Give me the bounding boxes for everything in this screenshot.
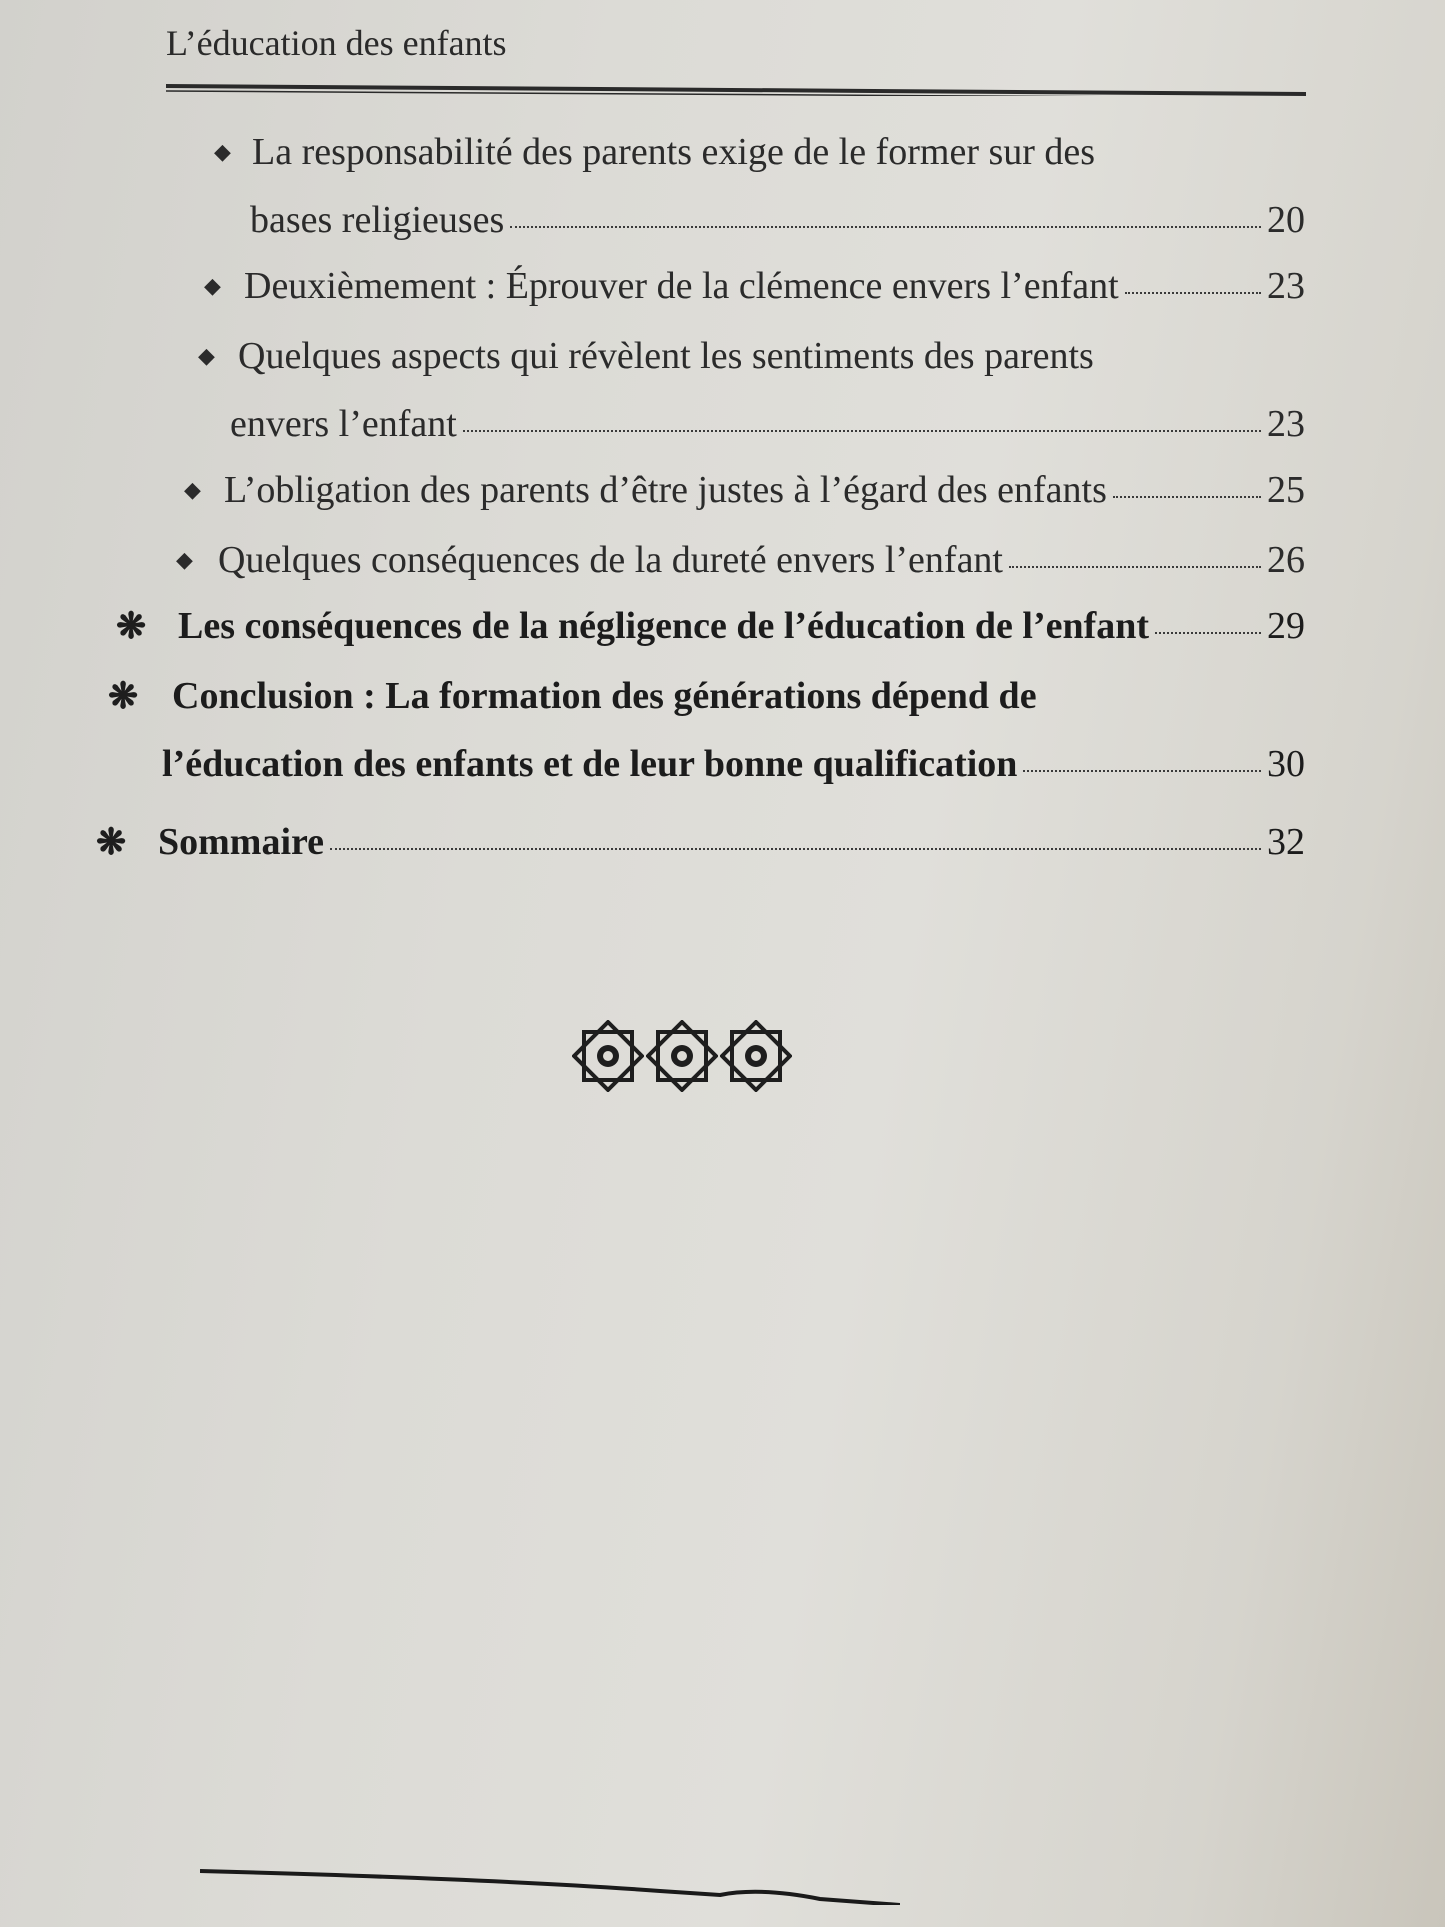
dot-leader (1125, 292, 1261, 294)
star-flower-icon: ❋ (116, 606, 147, 646)
toc-entry-line (0, 186, 1305, 254)
page-number: 23 (1267, 403, 1305, 445)
diamond-icon: ◆ (198, 343, 215, 368)
dot-leader (1155, 632, 1261, 634)
running-head: L’éducation des enfants (166, 23, 507, 63)
header-rule (166, 82, 1306, 96)
toc-entry-title: bases religieuses (250, 199, 505, 241)
toc-entry-title: Conclusion : La formation des générations dépend de (172, 675, 1037, 717)
dot-leader (463, 430, 1261, 432)
toc-entry-title: Les conséquences de la négligence de l’éducation de l’enfant (178, 605, 1150, 647)
toc-entry-title: l’éducation des enfants et de leur bonne qualification (162, 743, 1018, 785)
toc-entry-title: Deuxièmement : Éprouver de la clémence envers l’enfant (244, 265, 1119, 307)
toc-entry-title: Quelques aspects qui révèlent les sentiments des parents (238, 335, 1094, 377)
toc-entry-line (0, 390, 1305, 458)
toc-entry-line (0, 662, 1305, 730)
toc-entry-line (0, 730, 1305, 798)
toc-entry-line (0, 592, 1305, 660)
diamond-icon: ◆ (176, 547, 193, 572)
rosette-ornament-icon (646, 1020, 718, 1092)
toc-entry-line (0, 526, 1305, 594)
toc-entry (0, 526, 1305, 594)
toc-entry (0, 322, 1305, 458)
toc-entry (0, 456, 1305, 524)
toc-entry-line (0, 808, 1305, 876)
footer-rule (200, 1865, 900, 1905)
page-number: 29 (1267, 605, 1305, 647)
dot-leader (1113, 496, 1261, 498)
page-number: 20 (1267, 199, 1305, 241)
toc-entry-title: Quelques conséquences de la dureté envers l’enfant (218, 539, 1003, 581)
toc-entry-line (0, 252, 1305, 320)
page-number: 25 (1267, 469, 1305, 511)
toc-entry-title: Sommaire (158, 821, 325, 863)
star-flower-icon: ❋ (108, 676, 139, 716)
dot-leader (1023, 770, 1261, 772)
diamond-icon: ◆ (184, 477, 201, 502)
page-number: 26 (1267, 539, 1305, 581)
diamond-icon: ◆ (204, 273, 221, 298)
diamond-icon: ◆ (214, 139, 231, 164)
ornament-row (572, 1020, 792, 1096)
rosette-ornament-icon (572, 1020, 644, 1092)
toc-entry-title: L’obligation des parents d’être justes à l’égard des enfants (224, 469, 1107, 511)
dot-leader (330, 848, 1261, 850)
toc-entry-line (0, 118, 1305, 186)
dot-leader (1009, 566, 1261, 568)
dot-leader (510, 226, 1261, 228)
rosette-ornament-icon (720, 1020, 792, 1092)
toc-entry (0, 252, 1305, 320)
page-number: 23 (1267, 265, 1305, 307)
star-flower-icon: ❋ (96, 822, 127, 862)
toc-entry (0, 662, 1305, 798)
toc-entry-title: envers l’enfant (230, 403, 457, 445)
toc-entry (0, 118, 1305, 254)
page-number: 30 (1267, 743, 1305, 785)
toc-entry (0, 592, 1305, 660)
toc-entry-title: La responsabilité des parents exige de le former sur des (252, 131, 1096, 173)
toc-entry (0, 808, 1305, 876)
toc-entry-line (0, 322, 1305, 390)
page-number: 32 (1267, 821, 1305, 863)
